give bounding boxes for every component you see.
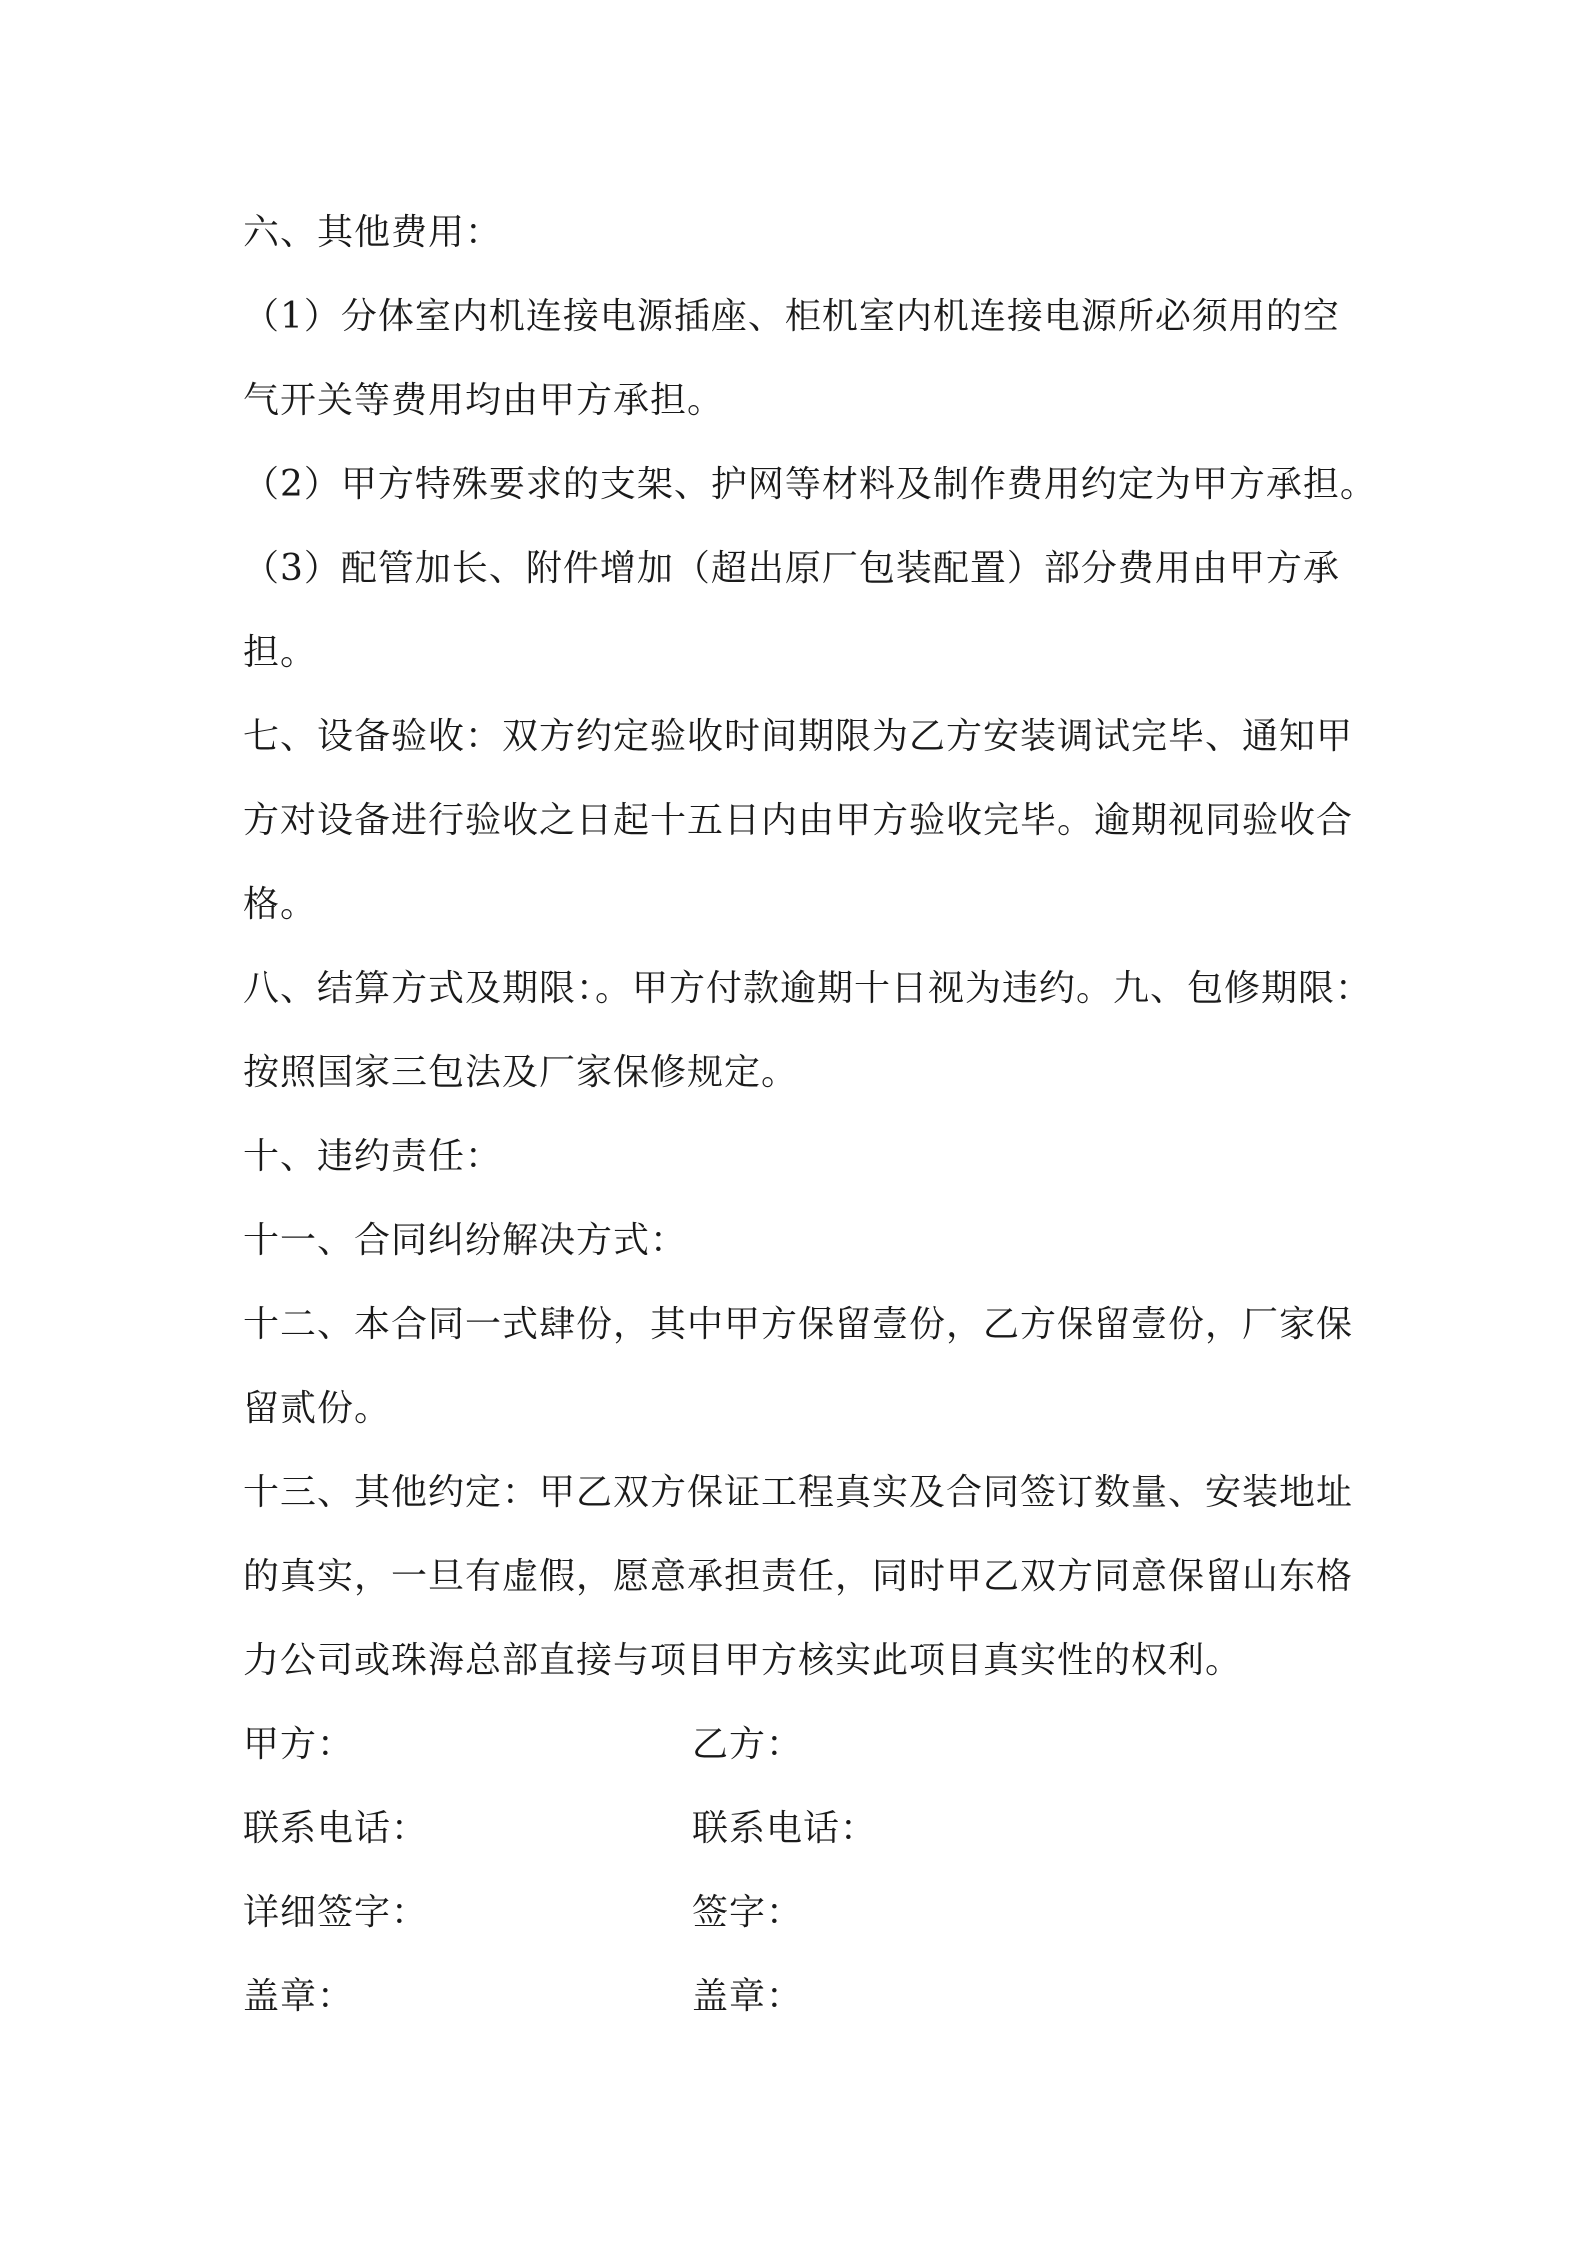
party-b-seal-label: 盖章： xyxy=(692,1976,804,2017)
party-a-phone-label: 联系电话： xyxy=(243,1808,429,1849)
paragraph-line: 格。 xyxy=(243,884,318,925)
signature-row-sign xyxy=(243,1883,1355,1967)
section-thirteen-line: 十三、其他约定：甲乙双方保证工程真实及合同签订数量、安装地址 xyxy=(243,1472,1354,1513)
party-b-sign-label: 签字： xyxy=(692,1892,804,1933)
paragraph-line: 担。 xyxy=(243,632,318,673)
paragraph-line: 留贰份。 xyxy=(243,1388,392,1429)
paragraph-line: （2）甲方特殊要求的支架、护网等材料及制作费用约定为甲方承担。 xyxy=(243,464,1377,505)
signature-row-phone xyxy=(243,1799,1355,1883)
paragraph-line: 方对设备进行验收之日起十五日内由甲方验收完毕。逾期视同验收合 xyxy=(243,800,1354,841)
party-a-sign-label: 详细签字： xyxy=(243,1892,429,1933)
party-a-label: 甲方： xyxy=(243,1724,355,1765)
paragraph-line: （3）配管加长、附件增加（超出原厂包装配置）部分费用由甲方承 xyxy=(243,548,1340,589)
party-b-phone-label: 联系电话： xyxy=(692,1808,878,1849)
signature-row-party xyxy=(243,1715,1355,1799)
paragraph-line: （1）分体室内机连接电源插座、柜机室内机连接电源所必须用的空 xyxy=(243,296,1340,337)
party-a-seal-label: 盖章： xyxy=(243,1976,355,2017)
paragraph-line: 力公司或珠海总部直接与项目甲方核实此项目真实性的权利。 xyxy=(243,1640,1243,1681)
paragraph-line: 按照国家三包法及厂家保修规定。 xyxy=(243,1052,799,1093)
section-eight-line: 八、结算方式及期限：。甲方付款逾期十日视为违约。九、包修期限： xyxy=(243,968,1373,1009)
signature-row-seal xyxy=(243,1967,1355,2051)
paragraph-line: 气开关等费用均由甲方承担。 xyxy=(243,380,725,421)
party-b-label: 乙方： xyxy=(692,1724,804,1765)
paragraph-line: 的真实，一旦有虚假，愿意承担责任，同时甲乙双方同意保留山东格 xyxy=(243,1556,1354,1597)
section-ten-heading: 十、违约责任： xyxy=(243,1136,503,1177)
document-body xyxy=(243,203,1377,2051)
section-six-heading: 六、其他费用： xyxy=(243,212,503,253)
section-seven-line: 七、设备验收：双方约定验收时间期限为乙方安装调试完毕、通知甲 xyxy=(243,716,1354,757)
section-twelve-line: 十二、本合同一式肆份，其中甲方保留壹份，乙方保留壹份，厂家保 xyxy=(243,1304,1354,1345)
section-eleven-heading: 十一、合同纠纷解决方式： xyxy=(243,1220,688,1261)
